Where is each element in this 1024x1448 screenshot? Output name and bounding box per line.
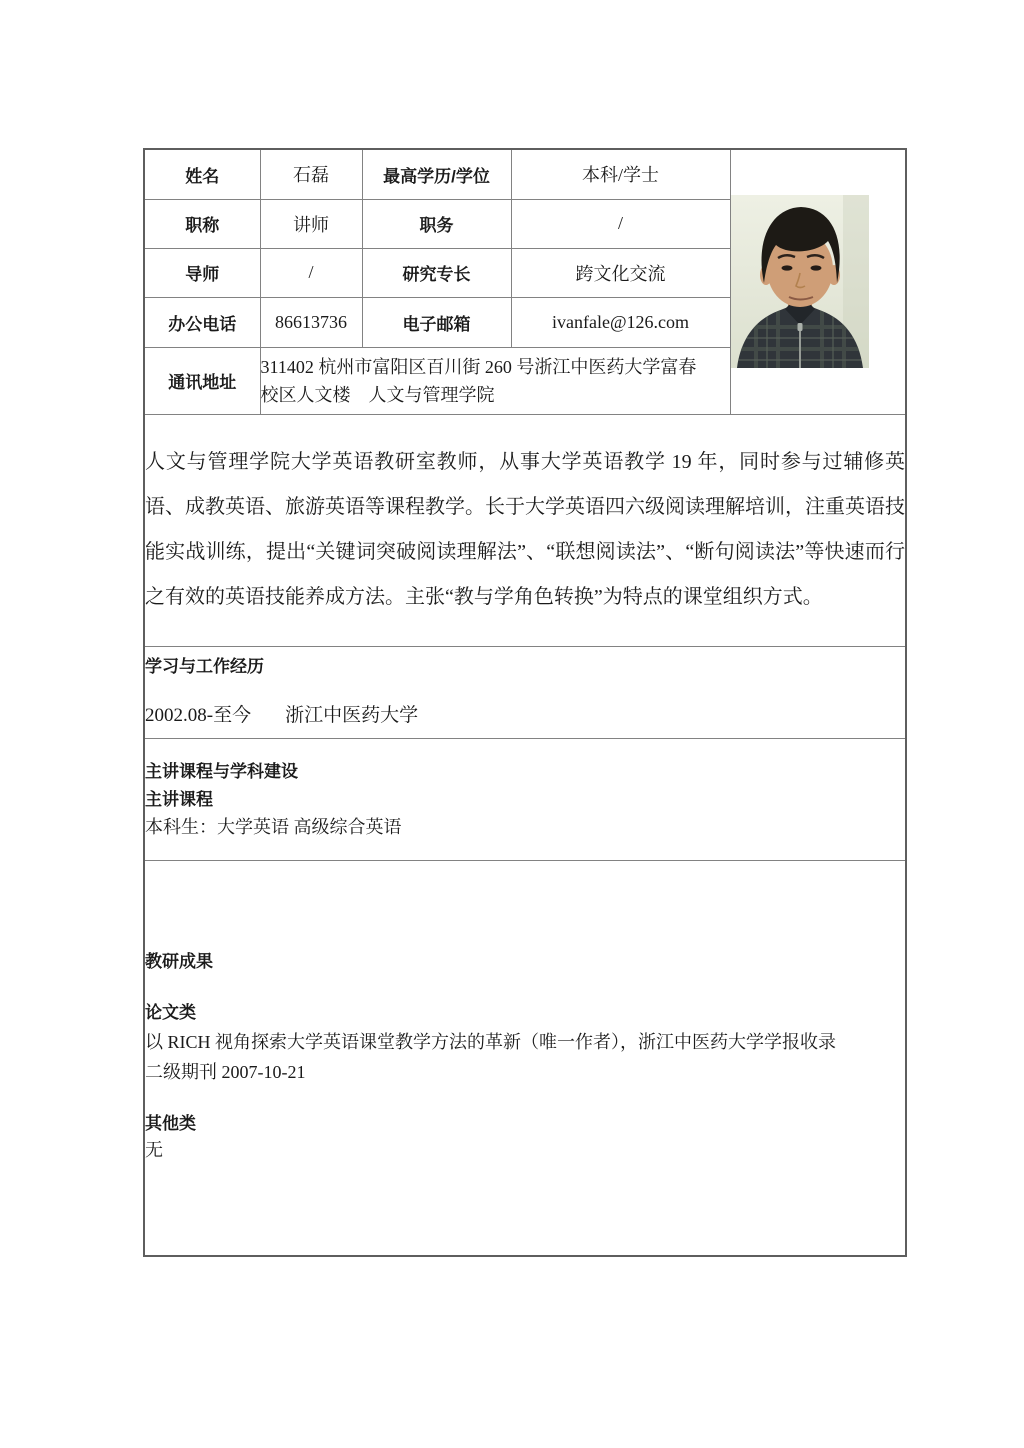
specialty-label: 研究专长 xyxy=(362,248,511,297)
bio-section xyxy=(144,414,906,646)
title-value: 讲师 xyxy=(260,199,362,248)
others-entry: 无 xyxy=(145,1140,163,1161)
advisor-value: / xyxy=(260,248,362,297)
bio-paragraph: 人文与管理学院大学英语教研室教师，从事大学英语教学 19 年，同时参与过辅修英语、成教英语、旅游英语等课程教学。长于大学英语四六级阅读理解培训，注重英语技能实战训练，提出“关键词突破阅读理解法”、“联想阅读法”、“断句阅读法”等快速而行之有效的英语技能养成方法。主张“教与学角色转换”为特点的课堂组织方式。 xyxy=(145,451,905,608)
specialty-value: 跨文化交流 xyxy=(511,248,730,297)
address-line-1: 311402 杭州市富阳区百川街 260 号浙江中医药大学富春 xyxy=(260,356,697,377)
title-label: 职称 xyxy=(144,199,260,248)
achievements-title: 教研成果 xyxy=(145,952,213,972)
advisor-label: 导师 xyxy=(144,248,260,297)
email-label: 电子邮箱 xyxy=(362,297,511,347)
degree-value: 本科/学士 xyxy=(511,149,730,199)
phone-value: 86613736 xyxy=(260,297,362,347)
profile-photo xyxy=(731,195,869,368)
section-experience xyxy=(144,646,906,738)
experience-entry xyxy=(145,704,905,728)
section-courses xyxy=(144,738,906,860)
section-achievements xyxy=(144,860,906,1256)
experience-period: 2002.08-至今 xyxy=(145,705,252,726)
address-value xyxy=(260,347,730,414)
experience-title: 学习与工作经历 xyxy=(145,657,264,676)
name-value: 石磊 xyxy=(260,149,362,199)
address-line-2: 校区人文楼 人文与管理学院 xyxy=(260,384,495,405)
position-value: / xyxy=(511,199,730,248)
courses-subtitle: 主讲课程 xyxy=(145,789,213,809)
paper-line: 以 RICH 视角探索大学英语课堂教学方法的革新（唯一作者），浙江中医药大学学报收录 xyxy=(145,1032,837,1053)
photo-cell xyxy=(730,149,906,414)
courses-entry: 本科生：大学英语 高级综合英语 xyxy=(145,816,402,837)
degree-label: 最高学历/学位 xyxy=(362,149,511,199)
others-title: 其他类 xyxy=(145,1114,196,1134)
name-label: 姓名 xyxy=(144,149,260,199)
address-label: 通讯地址 xyxy=(144,347,260,414)
paper-line: 二级期刊 2007-10-21 xyxy=(145,1062,306,1083)
position-label: 职务 xyxy=(362,199,511,248)
courses-title: 主讲课程与学科建设 xyxy=(145,761,298,781)
experience-org: 浙江中医药大学 xyxy=(285,705,419,726)
profile-table xyxy=(143,148,907,1257)
email-value: ivanfale@126.com xyxy=(511,297,730,347)
phone-label: 办公电话 xyxy=(144,297,260,347)
papers-title: 论文类 xyxy=(145,1003,196,1023)
